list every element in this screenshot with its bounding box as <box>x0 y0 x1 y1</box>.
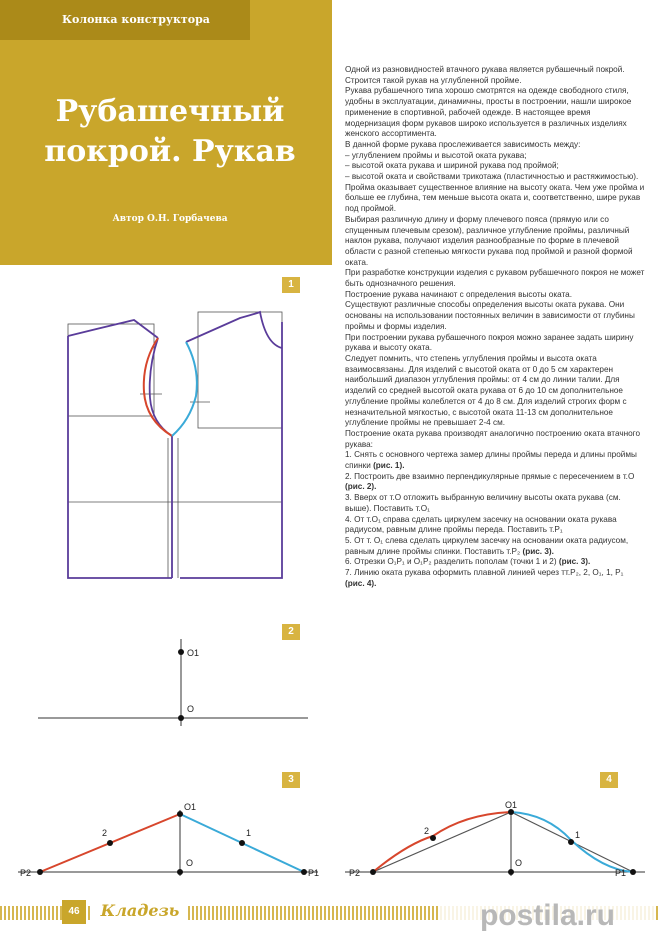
figure-3-drawing <box>18 800 318 880</box>
paragraph: Следует помнить, что степень углубления проймы и высота оката взаимосвязаны. Для изделий с высотой оката от 0 до 5 см характерен наибольший диапазон углубления проймы: от 4 см до линии талии. Для изделий со средней высотой оката рукава от 6 до 10 см дополнительное углубление проймы колеблется от 4 до 8 см. Для изделий строгих форм с незначительной мягкостью, с высотой оката 11-13 см дополнительное углубление проймы не превышает 2-4 см. <box>345 353 627 428</box>
figure-3-number: 3 <box>282 772 300 788</box>
figure-1-bodice-drawing <box>60 308 290 578</box>
label-o1: O1 <box>187 648 200 658</box>
label-o: O <box>186 858 194 868</box>
title-line-1: Рубашечный <box>55 94 285 129</box>
point-o1 <box>177 811 183 817</box>
column-label: Колонка конструктора <box>0 0 250 40</box>
label-p1: P1 <box>308 868 320 878</box>
paragraph: В данной форме рукава прослеживается зависимость между: <box>345 139 581 149</box>
page-number: 46 <box>62 900 86 924</box>
label-o1: O1 <box>505 800 518 810</box>
construction-lines <box>68 312 282 578</box>
point-p1 <box>301 869 307 875</box>
figure-1-number: 1 <box>282 277 300 293</box>
step-item: 6. Отрезки O₁P₁ и O₁P₂ разделить пополам (точки 1 и 2) (рис. 3). <box>345 557 591 567</box>
label-2: 2 <box>102 828 108 838</box>
label-o: O <box>515 858 523 868</box>
point-1 <box>568 839 574 845</box>
label-p2: P2 <box>20 868 32 878</box>
figure-2-number: 2 <box>282 624 300 640</box>
front-armhole-blue <box>172 342 197 436</box>
pattern-outline <box>68 312 282 578</box>
label-p2: P2 <box>349 868 361 878</box>
figure-4-number: 4 <box>600 772 618 788</box>
front-shoulder-neck <box>186 312 282 348</box>
step-item: 4. От т.O₁ справа сделать циркулем засечку на основании оката рукава радиусом, равным длине проймы переда. Поставить т.P₁ <box>345 514 617 535</box>
point-2 <box>107 840 113 846</box>
point-o <box>178 715 184 721</box>
back-outline <box>68 336 172 578</box>
point-o1 <box>178 649 184 655</box>
paragraph: Одной из разновидностей втачного рукава является рубашечный покрой. Строится такой рукав на углубленной пройме. <box>345 65 625 85</box>
label-2: 2 <box>424 826 430 836</box>
back-armhole-lower <box>150 338 172 578</box>
article-text <box>345 65 645 745</box>
paragraph: Построение рукава начинают с определения высоты оката. <box>345 289 572 299</box>
paragraph: – углублением проймы и высотой оката рукава; <box>345 150 527 160</box>
paragraph: – высотой оката и свойствами трикотажа (пластичностью и растяжимостью). <box>345 172 639 182</box>
back-shoulder <box>68 320 158 338</box>
front-armhole-box <box>198 312 282 428</box>
point-o <box>508 869 514 875</box>
label-1: 1 <box>575 830 581 840</box>
step-item: 3. Вверх от т.О отложить выбранную величину высоты оката рукава (см. выше). Поставить т.O₁ <box>345 493 621 513</box>
label-p1: P1 <box>615 868 627 878</box>
step-item: 1. Снять с основного чертежа замер длины проймы переда и длины проймы спинки (рис. 1). <box>345 450 637 471</box>
paragraph: При разработке конструкции изделия с рукавом рубашечного покроя не может быть однозначного решения. <box>345 268 645 289</box>
magazine-brand: Кладезь <box>92 898 188 924</box>
point-2 <box>430 835 436 841</box>
point-o <box>177 869 183 875</box>
step-item: 5. От т. O₁ слева сделать циркулем засечку на основании оката радиусом, равным длине проймы спинки. Поставить т.P₂ (рис. 3). <box>345 535 629 556</box>
paragraph: – высотой оката рукава и шириной рукава под проймой; <box>345 161 559 171</box>
front-outline <box>180 322 282 578</box>
title-line-2: покрой. Рукав <box>44 134 296 169</box>
paragraph: Выбирая различную длину и форму плечевого пояса (прямую или со спущенным плечевым срезом), различное углубление проймы, различный наклон рукава, получают изделия разнообразные по форме в плечевой области с разной степенью мягкости рукава под проймой и разной формой оката. <box>345 214 633 267</box>
figure-4-drawing <box>345 800 645 880</box>
label-o1: O1 <box>184 802 197 812</box>
step-item: 2. Построить две взаимно перпендикулярные прямые с пересечением в т.О (рис. 2). <box>345 471 635 492</box>
point-p1 <box>630 869 636 875</box>
step-item: 7. Линию оката рукава оформить плавной линией через тт.P₂, 2, O₁, 1, P₁ (рис. 4). <box>345 568 624 588</box>
page-title <box>20 92 320 172</box>
point-p2 <box>370 869 376 875</box>
back-armhole-box <box>68 324 154 416</box>
label-o: O <box>187 704 195 714</box>
paragraph: Пройма оказывает существенное влияние на высоту оката. Чем уже пройма и больше ее глубина, тем меньше высота оката и, соответственно, шире рукав под проймой. <box>345 182 645 214</box>
watermark: postila.ru <box>440 898 655 934</box>
paragraph: При построении рукава рубашечного покроя можно заранее задать ширину рукава и высоту оката. <box>345 332 634 353</box>
author-credit: Автор О.Н. Горбачева <box>112 214 228 224</box>
paragraph: Существуют различные способы определения высоты оката рукава. Они основаны на использовании постоянных величин в зависимости от глубины проймы и формы изделия. <box>345 300 635 331</box>
label-1: 1 <box>246 828 252 838</box>
paragraph: Построение оката рукава производят аналогично построению оката втачного рукава: <box>345 428 641 449</box>
figure-2-drawing <box>38 634 308 734</box>
point-1 <box>239 840 245 846</box>
segment-o1-p2 <box>373 812 511 872</box>
header-panel <box>0 0 332 265</box>
point-p2 <box>37 869 43 875</box>
paragraph: Рукава рубашечного типа хорошо смотрятся на одежде свободного стиля, удобны в эксплуатации, динамичны, просты в построении, нашли широкое применение в спортивной, рабочей одежде. В настоящее время модернизация форм рукавов широко используется в различных изделиях женского ассортимента. <box>345 86 632 139</box>
